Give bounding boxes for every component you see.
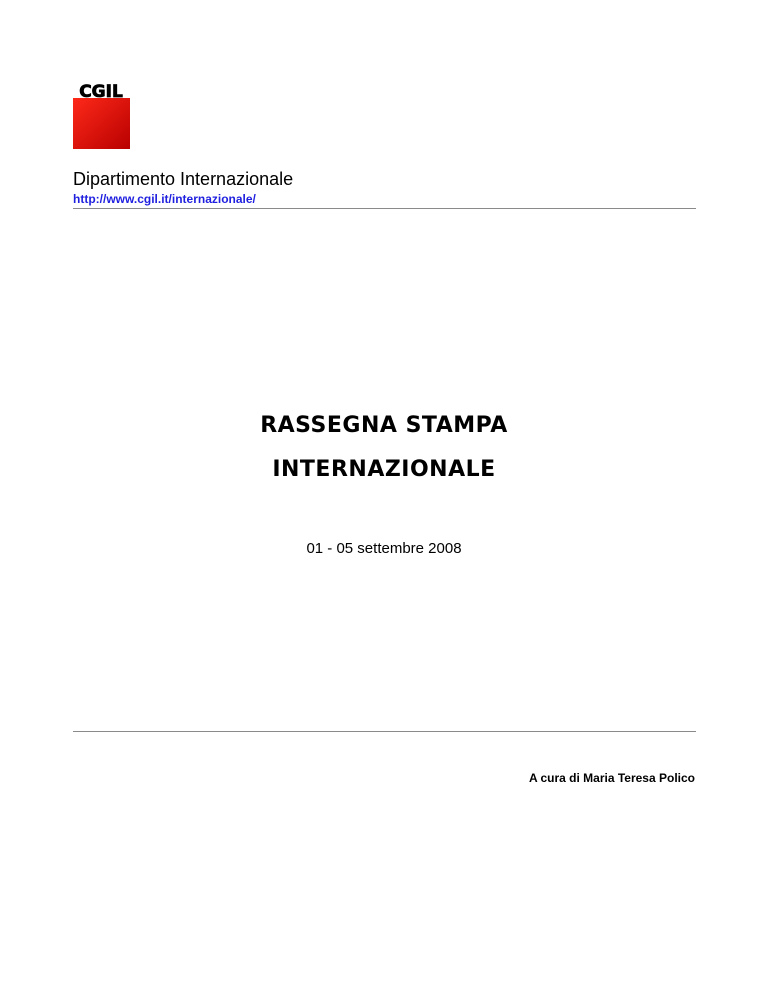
footer-divider: [73, 731, 696, 732]
date-range: 01 - 05 settembre 2008: [306, 540, 462, 557]
department-name: Dipartimento Internazionale: [73, 169, 294, 189]
document-title-line1: RASSEGNA STAMPA: [260, 413, 508, 438]
department-url-link[interactable]: http://www.cgil.it/internazionale/: [73, 192, 256, 206]
editor-credit: A cura di Maria Teresa Polico: [528, 771, 695, 785]
document-title-line2: INTERNAZIONALE: [272, 457, 496, 482]
header-divider: [73, 208, 696, 209]
logo-text: CGIL: [79, 82, 123, 102]
cgil-logo: [73, 82, 130, 149]
cgil-logo-icon: [73, 82, 130, 149]
